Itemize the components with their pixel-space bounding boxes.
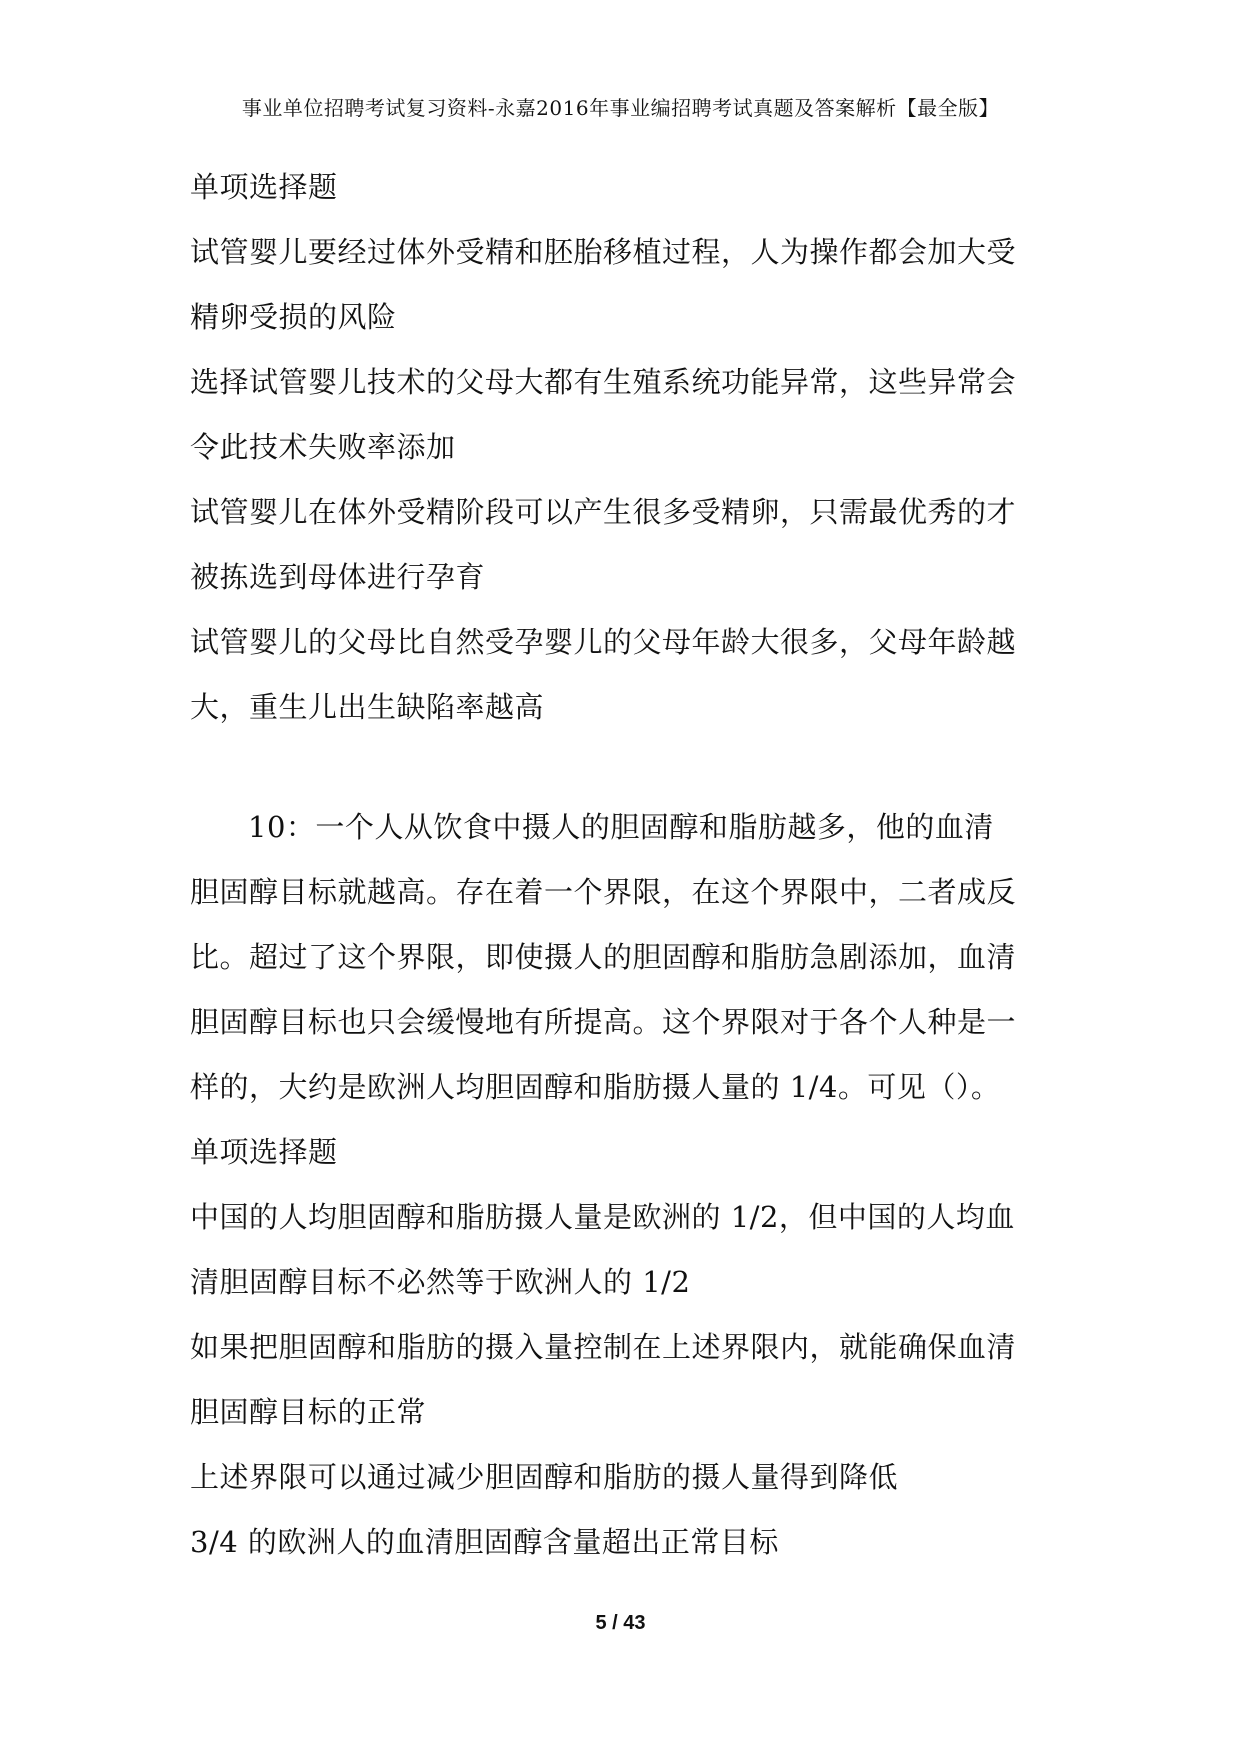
option-text-line: 试管婴儿要经过体外受精和胚胎移植过程，人为操作都会加大受 — [190, 235, 1017, 269]
option-text-line: 清胆固醇目标不必然等于欧洲人的 1/2 — [190, 1265, 691, 1299]
document-body — [190, 155, 1060, 1575]
option-b — [190, 350, 1060, 480]
option-b — [190, 1315, 1060, 1445]
option-d — [190, 610, 1060, 740]
question-stem — [190, 795, 1060, 1120]
option-text-line: 胆固醇目标的正常 — [190, 1395, 427, 1429]
question-stem-line: 比。超过了这个界限，即使摄人的胆固醇和脂肪急剧添加，血清 — [190, 940, 1017, 974]
page-header-title: 事业单位招聘考试复习资料-永嘉2016年事业编招聘考试真题及答案解析【最全版】 — [241, 96, 1000, 120]
question-type-label: 单项选择题 — [190, 170, 338, 204]
question-stem-line: 10：一个人从饮食中摄人的胆固醇和脂肪越多，他的血清 — [248, 810, 994, 844]
option-text-line: 令此技术失败率添加 — [190, 430, 456, 464]
page-number: 5 / 43 — [595, 1612, 646, 1634]
option-text-line: 被拣选到母体进行孕育 — [190, 560, 486, 594]
option-text-line: 中国的人均胆固醇和脂肪摄人量是欧洲的 1/2，但中国的人均血 — [190, 1200, 1015, 1234]
option-text-line: 试管婴儿在体外受精阶段可以产生很多受精卵，只需最优秀的才 — [190, 495, 1017, 529]
option-d — [190, 1510, 1060, 1575]
question-type-label: 单项选择题 — [190, 1135, 338, 1169]
option-text-line: 试管婴儿的父母比自然受孕婴儿的父母年龄大很多，父母年龄越 — [190, 625, 1017, 659]
option-c — [190, 480, 1060, 610]
option-c — [190, 1445, 1060, 1510]
option-text-line: 如果把胆固醇和脂肪的摄入量控制在上述界限内，就能确保血清 — [190, 1330, 1017, 1364]
question-stem-line: 胆固醇目标就越高。存在着一个界限，在这个界限中，二者成反 — [190, 875, 1017, 909]
section-spacer — [190, 740, 1060, 795]
question-stem-line: 胆固醇目标也只会缓慢地有所提高。这个界限对于各个人种是一 — [190, 1005, 1017, 1039]
option-text-line: 3/4 的欧洲人的血清胆固醇含量超出正常目标 — [190, 1525, 779, 1559]
option-text-line: 上述界限可以通过减少胆固醇和脂肪的摄人量得到降低 — [190, 1460, 899, 1494]
option-text-line: 选择试管婴儿技术的父母大都有生殖系统功能异常，这些异常会 — [190, 365, 1017, 399]
option-text-line: 精卵受损的风险 — [190, 300, 397, 334]
option-a — [190, 220, 1060, 350]
question-stem-line: 样的，大约是欧洲人均胆固醇和脂肪摄人量的 1/4。可见（）。 — [190, 1070, 1001, 1104]
option-a — [190, 1185, 1060, 1315]
option-text-line: 大，重生儿出生缺陷率越高 — [190, 690, 545, 724]
